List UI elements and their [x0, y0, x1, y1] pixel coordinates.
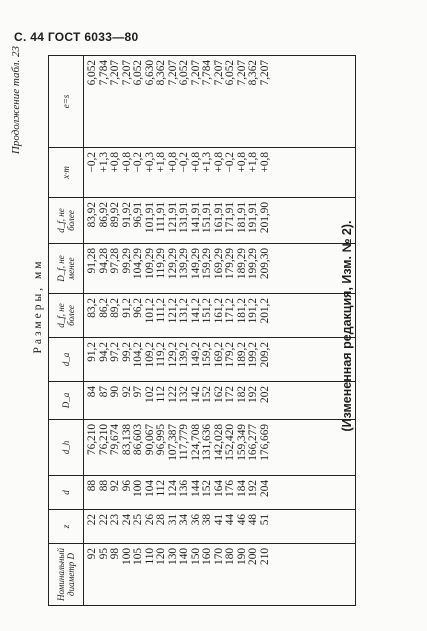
table-cell: +1,8 [155, 152, 167, 173]
table-cell: 107,387 [166, 424, 179, 461]
table-cell: 210 [258, 548, 271, 565]
table-cell: 79,674 [109, 424, 121, 456]
table-cell: 90,067 [143, 424, 156, 456]
table-cell: 179,29 [224, 248, 236, 280]
table-cell: +0,8 [109, 152, 121, 173]
table-cell: 91,92 [120, 202, 133, 228]
table-cell: 189,2 [235, 342, 248, 368]
table-cell: 91,28 [86, 248, 98, 274]
col-values [84, 338, 356, 382]
table-cell: 199,2 [247, 342, 259, 368]
table-cell: 36 [189, 514, 202, 526]
table-cell: 24 [120, 514, 133, 526]
table-header-row [49, 56, 84, 606]
table-cell: 200 [247, 548, 259, 565]
table-cell: 112 [155, 386, 167, 403]
table-cell: 6,052 [224, 60, 236, 86]
table-cell: 90 [109, 386, 121, 398]
col-values [84, 476, 356, 510]
table-cell: 151,2 [201, 298, 213, 324]
amendment-note: (Измененная редакция, Изм. № 2). [340, 220, 354, 432]
table-cell: 209,2 [258, 342, 271, 368]
table-cell: 97,28 [109, 248, 121, 274]
col-header-da: d_a [49, 338, 84, 382]
table-cell: 176,669 [258, 424, 271, 461]
col-header-z: z [49, 510, 84, 544]
table-cell: +1,8 [247, 152, 259, 173]
table-cell: 144 [189, 480, 202, 497]
table-cell: 192 [247, 386, 259, 403]
col-values [84, 198, 356, 244]
table-cell: +0,8 [235, 152, 248, 173]
table-cell: 86,603 [132, 424, 144, 456]
col-header-Da: D_a [49, 382, 84, 420]
table-cell: 139,2 [178, 342, 190, 368]
table-cell: 102 [143, 386, 156, 403]
table-cell: 149,2 [189, 342, 202, 368]
table-cell: 121,91 [166, 202, 179, 234]
table-data-row [84, 56, 356, 606]
table-continuation-label: Продолжение табл. 23 [10, 46, 22, 155]
table-cell: 86,2 [97, 298, 110, 318]
table-cell: 95 [97, 548, 110, 560]
table-cell: 7,207 [120, 60, 133, 86]
table-cell: 130 [166, 548, 179, 565]
table-cell: 31 [166, 514, 179, 526]
table-cell: 25 [132, 514, 144, 526]
table-cell: 169,2 [212, 342, 225, 368]
table-cell: 172 [224, 386, 236, 403]
table-cell: 22 [86, 514, 98, 526]
table-cell: 159,2 [201, 342, 213, 368]
table-cell: 141,91 [189, 202, 202, 234]
col-values [84, 420, 356, 476]
col-values [84, 148, 356, 198]
table-cell: 151,91 [201, 202, 213, 234]
table-cell: 202 [258, 386, 271, 403]
table-cell: −0,2 [178, 152, 190, 173]
table-cell: 83,2 [86, 298, 98, 318]
table-cell: 111,2 [155, 298, 167, 323]
table-cell: +0,8 [120, 152, 133, 173]
table-cell: 131,91 [178, 202, 190, 234]
table-cell: 7,207 [212, 60, 225, 86]
table-cell: 76,210 [97, 424, 110, 456]
table-cell: +0,3 [143, 152, 156, 173]
table-cell: 6,052 [86, 60, 98, 86]
table-cell: 6,052 [132, 60, 144, 86]
table-cell: 92 [86, 548, 98, 560]
table-cell: 110 [143, 548, 156, 565]
table-cell: 191,91 [247, 202, 259, 234]
table-cell: −0,2 [86, 152, 98, 173]
table-cell: 119,2 [155, 342, 167, 367]
col-values [84, 382, 356, 420]
table-cell: 171,91 [224, 202, 236, 234]
table-cell: 136 [178, 480, 190, 497]
dimensions-caption: Размеры, мм [32, 258, 44, 354]
table-cell: 179,2 [224, 342, 236, 368]
table-cell: 159,29 [201, 248, 213, 280]
table-cell: 28 [155, 514, 167, 526]
table-cell: 101,91 [143, 202, 156, 234]
table-cell: +0,8 [189, 152, 202, 173]
table-cell: 132 [178, 386, 190, 403]
table-cell: 7,207 [189, 60, 202, 86]
col-header-e-s: e=s [49, 56, 84, 148]
table-cell: 124 [166, 480, 179, 497]
table-cell: 83,138 [120, 424, 133, 456]
table-cell: 92 [120, 386, 133, 398]
table-cell: 201,90 [258, 202, 271, 234]
table-cell: 104,29 [132, 248, 144, 280]
table-cell: 100 [132, 480, 144, 497]
table-cell: 96,91 [132, 202, 144, 228]
table-cell: +1,3 [201, 152, 213, 173]
table-cell: 51 [258, 514, 271, 526]
col-values [84, 294, 356, 338]
table-cell: 142 [189, 386, 202, 403]
table-cell: 109,29 [143, 248, 156, 280]
table-cell: 159,349 [235, 424, 248, 461]
table-cell: 83,92 [86, 202, 98, 228]
col-values [84, 244, 356, 294]
table-cell: 97 [132, 386, 144, 398]
table-cell: 23 [109, 514, 121, 526]
table-cell: 92 [109, 480, 121, 492]
table-cell: 100 [120, 548, 133, 565]
table-cell: 99,29 [120, 248, 133, 274]
table-cell: 112 [155, 480, 167, 497]
table-cell: 89,92 [109, 202, 121, 228]
table-cell: 117,779 [178, 424, 190, 461]
table-cell: 89,2 [109, 298, 121, 318]
table-cell: 38 [201, 514, 213, 526]
dimensions-table [48, 55, 356, 606]
table-cell: 209,30 [258, 248, 271, 280]
table-cell: 181,2 [235, 298, 248, 324]
table-cell: 104 [143, 480, 156, 497]
table-cell: 152 [201, 480, 213, 497]
table-cell: 189,29 [235, 248, 248, 280]
col-header-xm: x·m [49, 148, 84, 198]
table-cell: 164 [212, 480, 225, 497]
table-cell: 152 [201, 386, 213, 403]
table-cell: +0,8 [166, 152, 179, 173]
table-cell: 161,2 [212, 298, 225, 324]
table-cell: −0,2 [132, 152, 144, 173]
table-cell: 199,29 [247, 248, 259, 280]
table-cell: 76,210 [86, 424, 98, 456]
table-cell: 87 [97, 386, 110, 398]
table-cell: 97,2 [109, 342, 121, 362]
table-cell: +1,3 [97, 152, 110, 173]
table-cell: 44 [224, 514, 236, 526]
col-header-df-max: d_f, не более [49, 294, 84, 338]
table-cell: 184 [235, 480, 248, 497]
table-cell: 192 [247, 480, 259, 497]
table-cell: 94,2 [97, 342, 110, 362]
table-cell: 101,2 [143, 298, 156, 324]
table-cell: 96,2 [132, 298, 144, 318]
table-cell: 34 [178, 514, 190, 526]
table-cell: 6,630 [143, 60, 156, 86]
table-cell: 201,2 [258, 298, 271, 324]
table-cell: 161,91 [212, 202, 225, 234]
table-cell: 190 [235, 548, 248, 565]
table-cell: 141,2 [189, 298, 202, 324]
table-cell: 124,708 [189, 424, 202, 461]
table-cell: 170 [212, 548, 225, 565]
table-cell: 129,29 [166, 248, 179, 280]
table-cell: 88 [97, 480, 110, 492]
table-cell: 111,91 [155, 202, 167, 233]
table-cell: 191,2 [247, 298, 259, 324]
col-header-d: d [49, 476, 84, 510]
table-cell: 169,29 [212, 248, 225, 280]
table-cell: 160 [201, 548, 213, 565]
table-cell: 7,207 [166, 60, 179, 86]
table-cell: 26 [143, 514, 156, 526]
table-cell: 149,29 [189, 248, 202, 280]
table-cell: 41 [212, 514, 225, 526]
table-cell: 91,2 [120, 298, 133, 318]
table-cell: 139,29 [178, 248, 190, 280]
table-cell: 96 [120, 480, 133, 492]
table-cell: +0,8 [258, 152, 271, 173]
table-cell: 7,784 [201, 60, 213, 86]
table-cell: 7,207 [258, 60, 271, 86]
table-cell: 91,2 [86, 342, 98, 362]
col-header-Df-min: D_f, не менее [49, 244, 84, 294]
table-cell: 171,2 [224, 298, 236, 324]
table-cell: 7,207 [109, 60, 121, 86]
table-cell: 152,420 [224, 424, 236, 461]
table-cell: 46 [235, 514, 248, 526]
col-values [84, 544, 356, 606]
col-header-df-max-2: d_f, не более [49, 198, 84, 244]
table-cell: 7,207 [235, 60, 248, 86]
table-cell: 8,362 [155, 60, 167, 86]
table-cell: 104,2 [132, 342, 144, 368]
page-header: С. 44 ГОСТ 6033—80 [14, 30, 139, 44]
table-cell: 121,2 [166, 298, 179, 324]
table-cell: 84 [86, 386, 98, 398]
col-header-dh: d_h [49, 420, 84, 476]
table-cell: −0,2 [224, 152, 236, 173]
table-cell: 88 [86, 480, 98, 492]
table-cell: 129,2 [166, 342, 179, 368]
table-cell: 120 [155, 548, 167, 565]
table-cell: 98 [109, 548, 121, 560]
table-cell: 181,91 [235, 202, 248, 234]
col-values [84, 56, 356, 148]
table-cell: 180 [224, 548, 236, 565]
table-cell: 8,362 [247, 60, 259, 86]
table-cell: 22 [97, 514, 110, 526]
table-cell: 96,995 [155, 424, 167, 456]
table-cell: 86,92 [97, 202, 110, 228]
table-cell: 131,2 [178, 298, 190, 324]
table-cell: 119,29 [155, 248, 167, 279]
col-values [84, 510, 356, 544]
table-cell: 99,2 [120, 342, 133, 362]
table-cell: 166,277 [247, 424, 259, 461]
table-cell: 6,052 [178, 60, 190, 86]
table-cell: 176 [224, 480, 236, 497]
table-cell: 105 [132, 548, 144, 565]
table-cell: 7,784 [97, 60, 110, 86]
table-cell: 162 [212, 386, 225, 403]
table-cell: 109,2 [143, 342, 156, 368]
table-cell: 140 [178, 548, 190, 565]
col-header-nominal-diameter: Номинальный диаметр D [49, 544, 84, 606]
table-cell: +0,8 [212, 152, 225, 173]
table-cell: 131,636 [201, 424, 213, 461]
table-cell: 182 [235, 386, 248, 403]
table-cell: 150 [189, 548, 202, 565]
table-cell: 94,28 [97, 248, 110, 274]
table-cell: 122 [166, 386, 179, 403]
table-cell: 142,028 [212, 424, 225, 461]
table-cell: 204 [258, 480, 271, 497]
rotated-page-content [0, 46, 420, 606]
table-cell: 48 [247, 514, 259, 526]
